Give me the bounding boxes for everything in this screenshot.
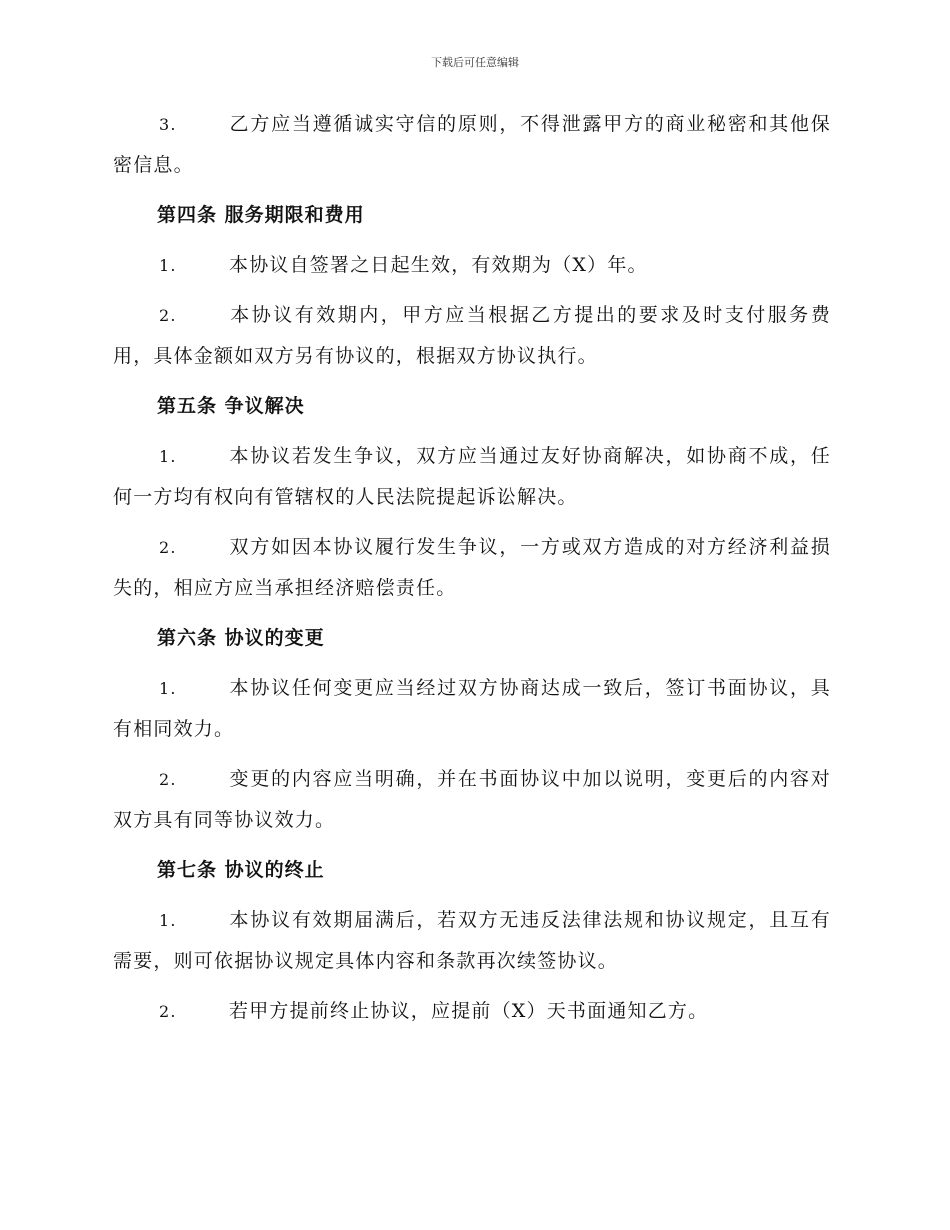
document-body — [113, 104, 831, 1041]
clause-paragraph — [113, 104, 831, 186]
clause-text: 双方如因本协议履行发生争议，一方或双方造成的对方经济利益损失的，相应方应当承担经济赔偿责任。 — [113, 536, 831, 599]
clause-number: 2. — [159, 1002, 177, 1021]
clause-text: 变更的内容应当明确，并在书面协议中加以说明，变更后的内容对双方具有同等协议效力。 — [113, 768, 831, 831]
section-heading: 第六条 协议的变更 — [157, 627, 325, 649]
clause-number: 1. — [159, 256, 177, 275]
clause-text: 本协议有效期内，甲方应当根据乙方提出的要求及时支付服务费用，具体金额如双方另有协议的，根据双方协议执行。 — [113, 304, 831, 367]
clause-paragraph — [113, 991, 831, 1032]
clause-text: 本协议若发生争议，双方应当通过友好协商解决，如协商不成，任何一方均有权向有管辖权的人民法院提起诉讼解决。 — [113, 445, 831, 508]
clause-number: 1. — [159, 911, 177, 930]
clause-text: 本协议有效期届满后，若双方无违反法律法规和协议规定，且互有需要，则可依据协议规定具体内容和条款再次续签协议。 — [113, 909, 831, 972]
clause-text: 乙方应当遵循诚实守信的原则，不得泄露甲方的商业秘密和其他保密信息。 — [113, 113, 831, 176]
clause-number: 1. — [159, 447, 177, 466]
clause-text: 本协议任何变更应当经过双方协商达成一致后，签订书面协议，具有相同效力。 — [113, 677, 831, 740]
clause-paragraph — [113, 436, 831, 518]
clause-paragraph — [113, 527, 831, 609]
clause-number: 3. — [159, 115, 177, 134]
clause-paragraph — [113, 759, 831, 841]
clause-number: 2. — [159, 306, 177, 325]
clause-paragraph — [113, 245, 831, 286]
clause-paragraph — [113, 295, 831, 377]
section-heading: 第四条 服务期限和费用 — [157, 204, 365, 226]
clause-paragraph — [113, 668, 831, 750]
section-heading: 第五条 争议解决 — [157, 395, 305, 417]
clause-paragraph — [113, 900, 831, 982]
clause-number: 2. — [159, 770, 177, 789]
clause-text: 本协议自签署之日起生效，有效期为（X）年。 — [229, 254, 648, 276]
section-heading: 第七条 协议的终止 — [157, 859, 325, 881]
clause-number: 2. — [159, 538, 177, 557]
page-header: 下载后可任意编辑 — [431, 56, 519, 69]
clause-text: 若甲方提前终止协议，应提前（X）天书面通知乙方。 — [229, 1000, 709, 1022]
clause-number: 1. — [159, 679, 177, 698]
